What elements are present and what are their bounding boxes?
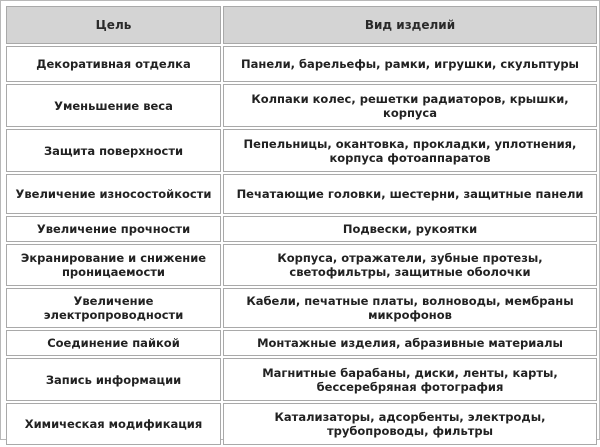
table-row — [6, 216, 597, 242]
cell-purpose: Декоративная отделка — [6, 46, 221, 82]
table-row — [6, 288, 597, 328]
cell-products: Корпуса, отражатели, зубные протезы, светофильтры, защитные оболочки — [223, 244, 597, 286]
table-row — [6, 174, 597, 214]
cell-purpose: Запись информации — [6, 358, 221, 401]
table-row — [6, 358, 597, 401]
cell-purpose: Соединение пайкой — [6, 330, 221, 356]
cell-products: Кабели, печатные платы, волноводы, мембраны микрофонов — [223, 288, 597, 328]
cell-purpose: Уменьшение веса — [6, 84, 221, 127]
table-row — [6, 330, 597, 356]
purpose-products-table — [4, 4, 599, 447]
table-row — [6, 244, 597, 286]
cell-products: Панели, барельефы, рамки, игрушки, скульптуры — [223, 46, 597, 82]
header-purpose: Цель — [6, 6, 221, 44]
cell-products: Печатающие головки, шестерни, защитные панели — [223, 174, 597, 214]
cell-purpose: Защита поверхности — [6, 129, 221, 172]
cell-products: Пепельницы, окантовка, прокладки, уплотнения, корпуса фотоаппаратов — [223, 129, 597, 172]
table-header-row — [6, 6, 597, 44]
cell-purpose: Увеличение прочности — [6, 216, 221, 242]
cell-purpose: Увеличение износостойкости — [6, 174, 221, 214]
table-row — [6, 84, 597, 127]
cell-purpose: Увеличение электропроводности — [6, 288, 221, 328]
table-row — [6, 403, 597, 445]
cell-products: Катализаторы, адсорбенты, электроды, трубопроводы, фильтры — [223, 403, 597, 445]
cell-products: Колпаки колес, решетки радиаторов, крышки, корпуса — [223, 84, 597, 127]
cell-products: Монтажные изделия, абразивные материалы — [223, 330, 597, 356]
cell-purpose: Химическая модификация — [6, 403, 221, 445]
cell-purpose: Экранирование и снижение проницаемости — [6, 244, 221, 286]
header-product-types: Вид изделий — [223, 6, 597, 44]
cell-products: Подвески, рукоятки — [223, 216, 597, 242]
cell-products: Магнитные барабаны, диски, ленты, карты, бессеребряная фотография — [223, 358, 597, 401]
table-row — [6, 46, 597, 82]
table-row — [6, 129, 597, 172]
